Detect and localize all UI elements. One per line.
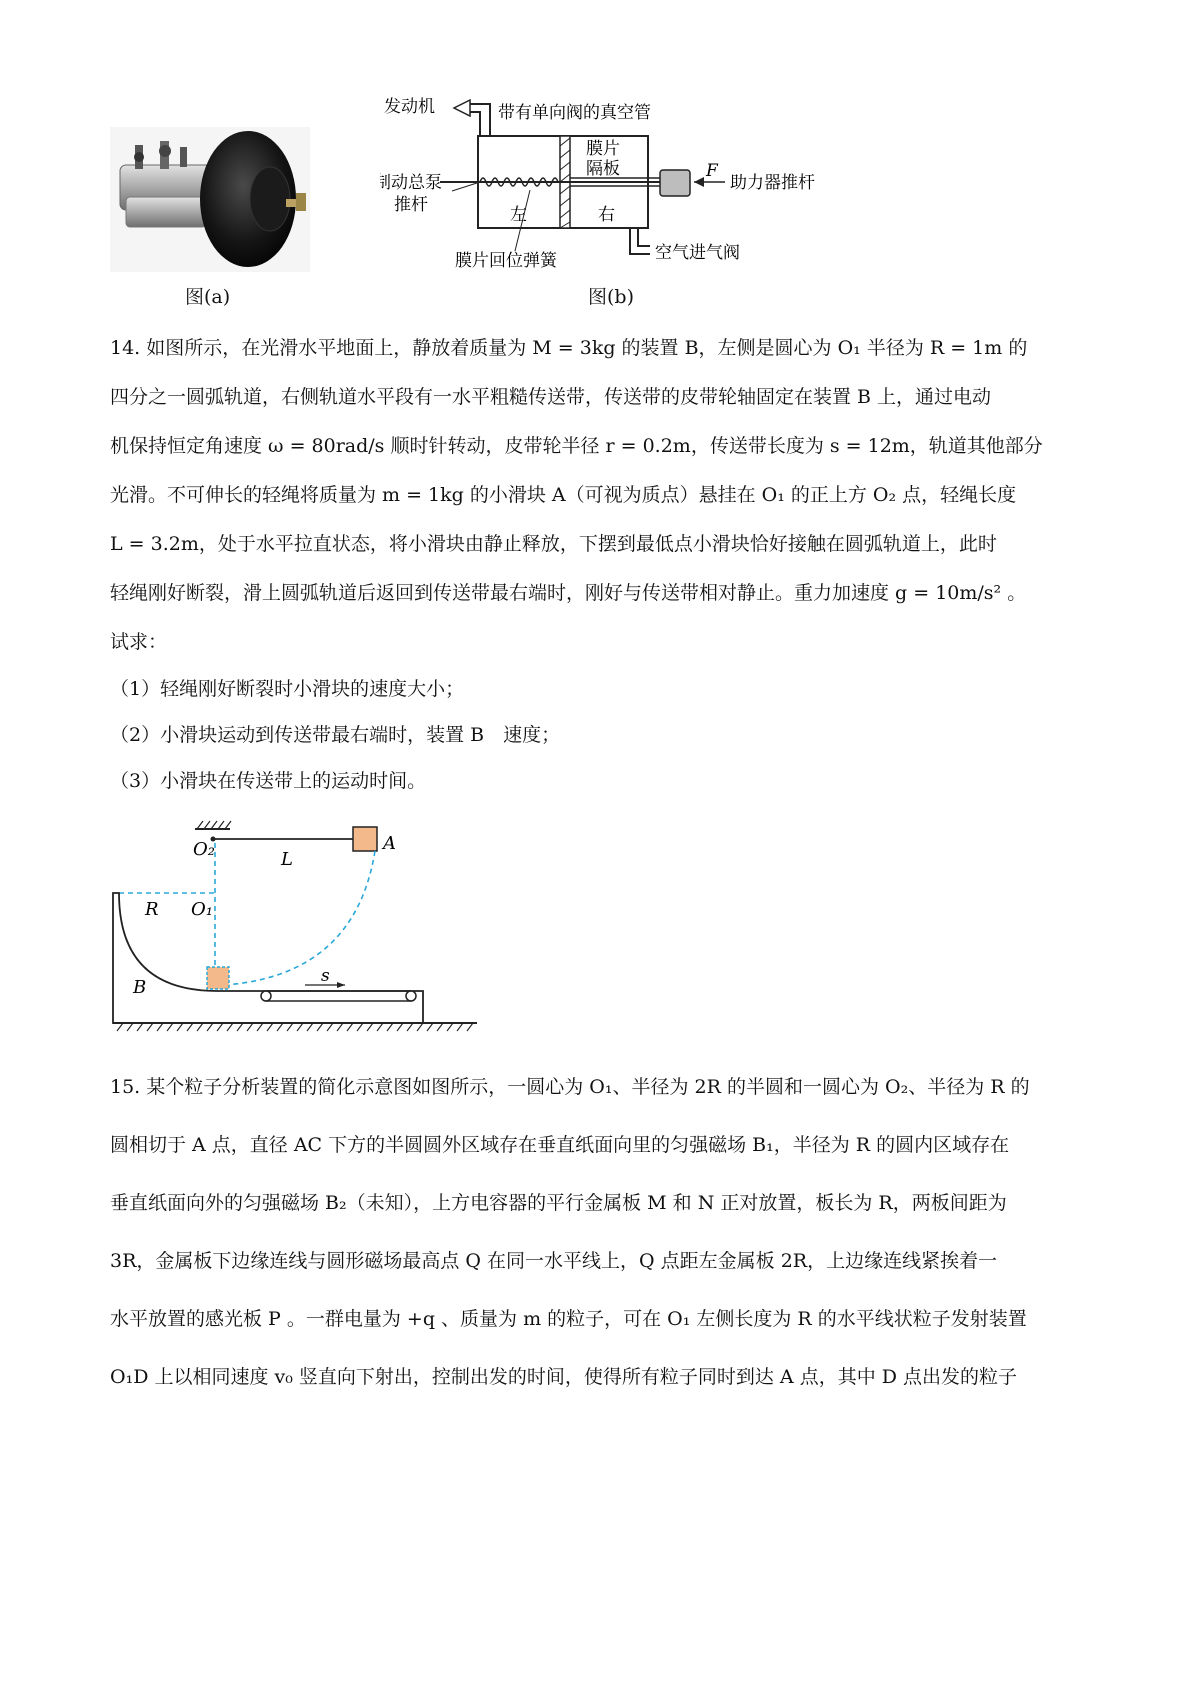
- q15-line-3: 垂直纸面向外的匀强磁场 B₂（未知），上方电容器的平行金属板 M 和 N 正对放置，板长为 R，两板间距为: [110, 1192, 1007, 1214]
- q14-line-7: 试求：: [110, 631, 168, 653]
- label-engine: 发动机: [384, 97, 435, 117]
- figure-a-photo: [110, 127, 310, 272]
- label-s: s: [321, 966, 330, 986]
- q15-line-2: 圆相切于 A 点，直径 AC 下方的半圆圆外区域存在垂直纸面向里的匀强磁场 B₁，半径为 R 的圆内区域存在: [110, 1134, 1010, 1156]
- device-B: [113, 893, 423, 1023]
- label-R: R: [145, 899, 159, 920]
- label-left: 左: [510, 205, 527, 225]
- figure-b-caption: 图(b): [588, 286, 634, 308]
- q14-line-1: 14. 如图所示，在光滑水平地面上，静放着质量为 M = 3kg 的装置 B，左侧是圆心为 O₁ 半径为 R = 1m 的: [110, 337, 1028, 359]
- q14-line-3: 机保持恒定角速度 ω = 80rad/s 顺时针转动，皮带轮半径 r = 0.2m，传送带长度为 s = 12m，轨道其他部分: [110, 435, 1043, 457]
- label-A: A: [383, 833, 396, 854]
- label-diaphragm: 膜片: [586, 139, 620, 159]
- label-air-valve: 空气进气阀: [655, 243, 740, 263]
- q14-sub-1: （1）轻绳刚好断裂时小滑块的速度大小；: [110, 678, 465, 700]
- label-booster-rod: 助力器推杆: [730, 173, 815, 193]
- label-vacuum-tube: 带有单向阀的真空管: [498, 103, 651, 123]
- booster-diagram: [380, 96, 850, 296]
- belt-direction-icon: [337, 982, 345, 988]
- q14-line-2: 四分之一圆弧轨道，右侧轨道水平段有一水平粗糙传送带，传送带的皮带轮轴固定在装置 B 上，通过电动: [110, 386, 992, 408]
- label-L: L: [281, 849, 293, 870]
- q14-line-4: 光滑。不可伸长的轻绳将质量为 m = 1kg 的小滑块 A（可视为质点）悬挂在 O₁ 的正上方 O₂ 点，轻绳长度: [110, 484, 1017, 506]
- block-A: [353, 827, 377, 851]
- figure-b-schematic: [380, 96, 850, 296]
- q14-line-5: L = 3.2m，处于水平拉直状态，将小滑块由静止释放，下摆到最低点小滑块恰好接触在圆弧轨道上，此时: [110, 533, 997, 555]
- figure-a-caption: 图(a): [185, 286, 231, 308]
- swing-arc: [225, 851, 375, 985]
- block-A-bottom: [207, 967, 229, 989]
- label-master-pump: 制动总泵: [380, 173, 442, 193]
- label-force: F: [706, 161, 718, 181]
- label-B: B: [133, 977, 147, 998]
- pulley-right: [406, 991, 416, 1001]
- q14-figure: [105, 815, 485, 1035]
- brake-booster-image: [110, 127, 310, 272]
- q15-line-1: 15. 某个粒子分析装置的简化示意图如图所示，一圆心为 O₁、半径为 2R 的半圆和一圆心为 O₂、半径为 R 的: [110, 1076, 1030, 1098]
- q15-line-4: 3R，金属板下边缘连线与圆形磁场最高点 Q 在同一水平线上，Q 点距左金属板 2R，上边缘连线紧挨着一: [110, 1250, 998, 1272]
- label-right: 右: [598, 205, 615, 225]
- pulley-left: [261, 991, 271, 1001]
- label-partition: 隔板: [586, 159, 620, 179]
- pendulum-track-diagram: [105, 815, 485, 1035]
- q15-line-6: O₁D 上以相同速度 v₀ 竖直向下射出，控制出发的时间，使得所有粒子同时到达 A 点，其中 D 点出发的粒子: [110, 1366, 1018, 1388]
- q15-line-5: 水平放置的感光板 P 。一群电量为 +q 、质量为 m 的粒子，可在 O₁ 左侧长度为 R 的水平线状粒子发射装置: [110, 1308, 1027, 1330]
- label-spring: 膜片回位弹簧: [455, 251, 557, 271]
- label-O1: O₁: [191, 899, 213, 920]
- q14-sub-3: （3）小滑块在传送带上的运动时间。: [110, 770, 427, 792]
- label-O2: O₂: [193, 839, 215, 860]
- engine-arrow-icon: [454, 100, 470, 116]
- booster-rod-head: [660, 170, 690, 196]
- q14-line-6: 轻绳刚好断裂，滑上圆弧轨道后返回到传送带最右端时，刚好与传送带相对静止。重力加速度 g = 10m/s² 。: [110, 582, 1027, 604]
- q14-sub-2: （2）小滑块运动到传送带最右端时，装置 B 速度；: [110, 724, 561, 746]
- force-arrow-icon: [694, 177, 704, 187]
- label-master-pump-rod: 推杆: [394, 195, 428, 215]
